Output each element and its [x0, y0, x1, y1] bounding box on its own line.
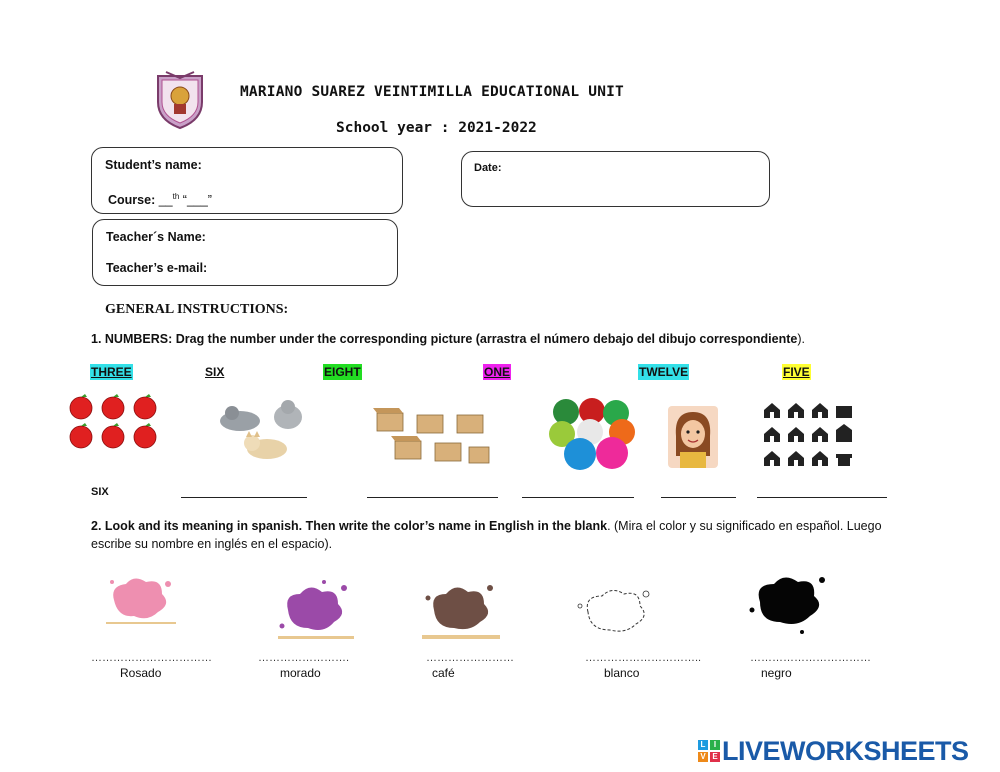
teacher-info-box — [92, 219, 398, 286]
date-box[interactable] — [461, 151, 770, 207]
course-ordinal: th — [172, 192, 180, 201]
section1-suffix: ). — [797, 332, 805, 346]
purple-splat — [276, 578, 356, 640]
pink-splat — [104, 572, 178, 626]
tag-eight[interactable]: EIGHT — [324, 365, 361, 379]
liveworksheets-wordmark: LIVEWORKSHEETS — [722, 736, 969, 766]
school-name: MARIANO SUAREZ VEINTIMILLA EDUCATIONAL UNIT — [240, 84, 624, 100]
color-name-blanco: blanco — [604, 666, 640, 680]
answer-slot-1[interactable]: SIX — [91, 486, 109, 498]
section1-text: Drag the number under the corresponding picture (arrastra el número debajo del dibujo correspondiente — [175, 332, 798, 346]
school-crest-logo — [152, 70, 208, 130]
color-name-negro: negro — [761, 666, 792, 680]
course-blank: __ — [158, 193, 173, 208]
color-name-morado: morado — [280, 666, 321, 680]
live-badge-icon: L I V E — [698, 740, 720, 764]
white-splat — [574, 582, 658, 640]
student-name-label: Student’s name: — [105, 158, 202, 172]
tag-six[interactable]: SIX — [205, 365, 225, 379]
answer-slot-3[interactable] — [367, 497, 498, 498]
general-instructions-heading: GENERAL INSTRUCTIONS: — [105, 302, 289, 317]
tag-twelve[interactable]: TWELVE — [639, 365, 689, 379]
section2-instruction — [91, 517, 891, 553]
course-label: Course: — [108, 193, 156, 208]
color-answer-4[interactable]: ………………………….. — [585, 652, 702, 664]
tag-five[interactable]: FIVE — [783, 365, 810, 379]
black-splat — [748, 570, 832, 636]
apples-icon — [66, 393, 162, 453]
section1-prefix: 1. NUMBERS: — [91, 332, 176, 346]
cats-icon — [212, 399, 330, 465]
tag-three[interactable]: THREE — [91, 365, 132, 379]
course-field[interactable] — [108, 192, 212, 207]
answer-slot-5[interactable] — [661, 497, 736, 498]
brown-splat — [420, 576, 502, 640]
girl-icon — [668, 406, 718, 468]
student-info-box — [91, 147, 403, 214]
course-section-blank: “___” — [182, 193, 212, 208]
balls-icon — [548, 398, 640, 472]
color-answer-5[interactable]: …………………………… — [750, 652, 871, 664]
color-answer-2[interactable]: ……………………. — [258, 652, 350, 664]
date-label: Date: — [474, 162, 502, 174]
answer-slot-2[interactable] — [181, 497, 307, 498]
section1-instruction — [91, 332, 805, 346]
tag-one[interactable]: ONE — [484, 365, 511, 379]
color-name-cafe: café — [432, 666, 455, 680]
teacher-email-label: Teacher’s e-mail: — [106, 261, 208, 275]
section2-bold-text: Look and its meaning in spanish. Then write the color’s name in English in the blank — [104, 519, 608, 533]
teacher-name-label: Teacher´s Name: — [106, 230, 206, 244]
school-year: School year : 2021-2022 — [336, 120, 537, 136]
color-answer-1[interactable]: …………………………… — [91, 652, 212, 664]
houses-icon — [762, 400, 856, 466]
color-name-rosado: Rosado — [120, 666, 162, 680]
answer-slot-6[interactable] — [757, 497, 887, 498]
section2-rest-text: . (Mira el color y su significado en español. Luego escribe su nombre en inglés en el espacio). — [91, 519, 882, 551]
color-answer-3[interactable]: …………………… — [426, 652, 514, 664]
answer-slot-4[interactable] — [522, 497, 634, 498]
boxes-icon — [373, 407, 493, 467]
section2-prefix: 2. — [91, 519, 105, 533]
